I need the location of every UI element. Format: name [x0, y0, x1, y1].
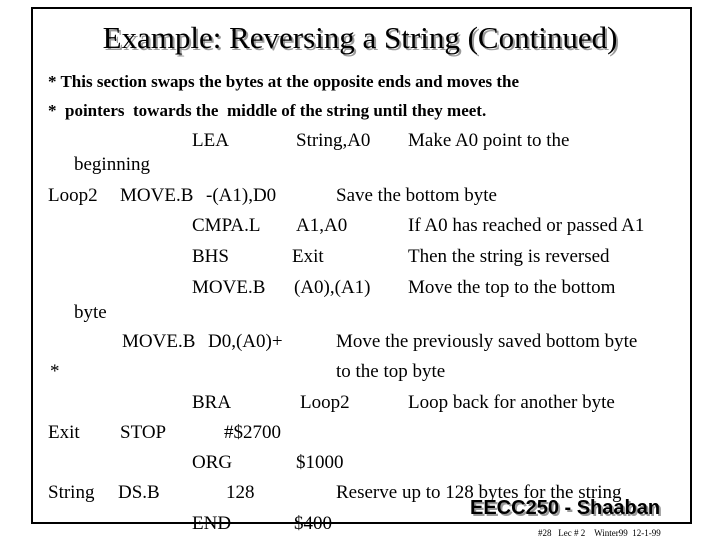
line-comment: Reserve up to 128 bytes for the string — [336, 482, 622, 503]
slide-title: Example: Reversing a String (Continued) — [102, 20, 618, 55]
line-comment: If A0 has reached or passed A1 — [408, 215, 645, 236]
line-op: LEA — [192, 130, 229, 151]
line-comment: to the top byte — [336, 361, 446, 382]
line-operand: $1000 — [296, 452, 344, 473]
line-comment: Then the string is reversed — [408, 246, 610, 267]
line-op: MOVE.B — [120, 185, 194, 206]
line-op: END — [192, 513, 232, 534]
line-operand: #$2700 — [224, 422, 281, 443]
line-operand: Exit — [292, 246, 324, 267]
line-op: MOVE.B — [192, 277, 266, 298]
line-operand: (A0),(A1) — [294, 277, 371, 298]
comment-line-1: * This section swaps the bytes at the opposite ends and moves the — [48, 72, 520, 91]
line-comment: Save the bottom byte — [336, 185, 497, 206]
line-op: BHS — [192, 246, 229, 267]
line-op: CMPA.L — [192, 215, 261, 236]
line-label: * — [50, 361, 60, 382]
line-op: STOP — [120, 422, 167, 443]
line-op: MOVE.B — [122, 331, 196, 352]
line-op: ORG — [192, 452, 233, 473]
line-comment: Make A0 point to the — [408, 130, 570, 151]
line-comment: Move the previously saved bottom byte — [336, 331, 638, 352]
line-operand: -(A1),D0 — [206, 185, 277, 206]
course-badge: EECC250 - Shaaban — [470, 497, 661, 519]
line-comment: Loop back for another byte — [408, 392, 615, 413]
line-comment: Move the top to the bottom — [408, 277, 616, 298]
line-label: Exit — [48, 422, 80, 443]
line-operand: Loop2 — [300, 392, 350, 413]
line-operand: D0,(A0)+ — [208, 331, 283, 352]
line-label: Loop2 — [48, 185, 98, 206]
line-operand: $400 — [294, 513, 332, 534]
line-label: String — [48, 482, 95, 503]
line-operand: String,A0 — [296, 130, 371, 151]
line-operand: A1,A0 — [296, 215, 348, 236]
line-comment-wrap: byte — [74, 302, 107, 323]
comment-line-2: * pointers towards the middle of the string until they meet. — [48, 101, 487, 120]
line-comment-wrap: beginning — [74, 154, 150, 175]
line-operand: 128 — [226, 482, 255, 503]
line-op: DS.B — [118, 482, 160, 503]
line-op: BRA — [192, 392, 232, 413]
slide-footer: #28 Lec # 2 Winter99 12-1-99 — [538, 528, 661, 538]
